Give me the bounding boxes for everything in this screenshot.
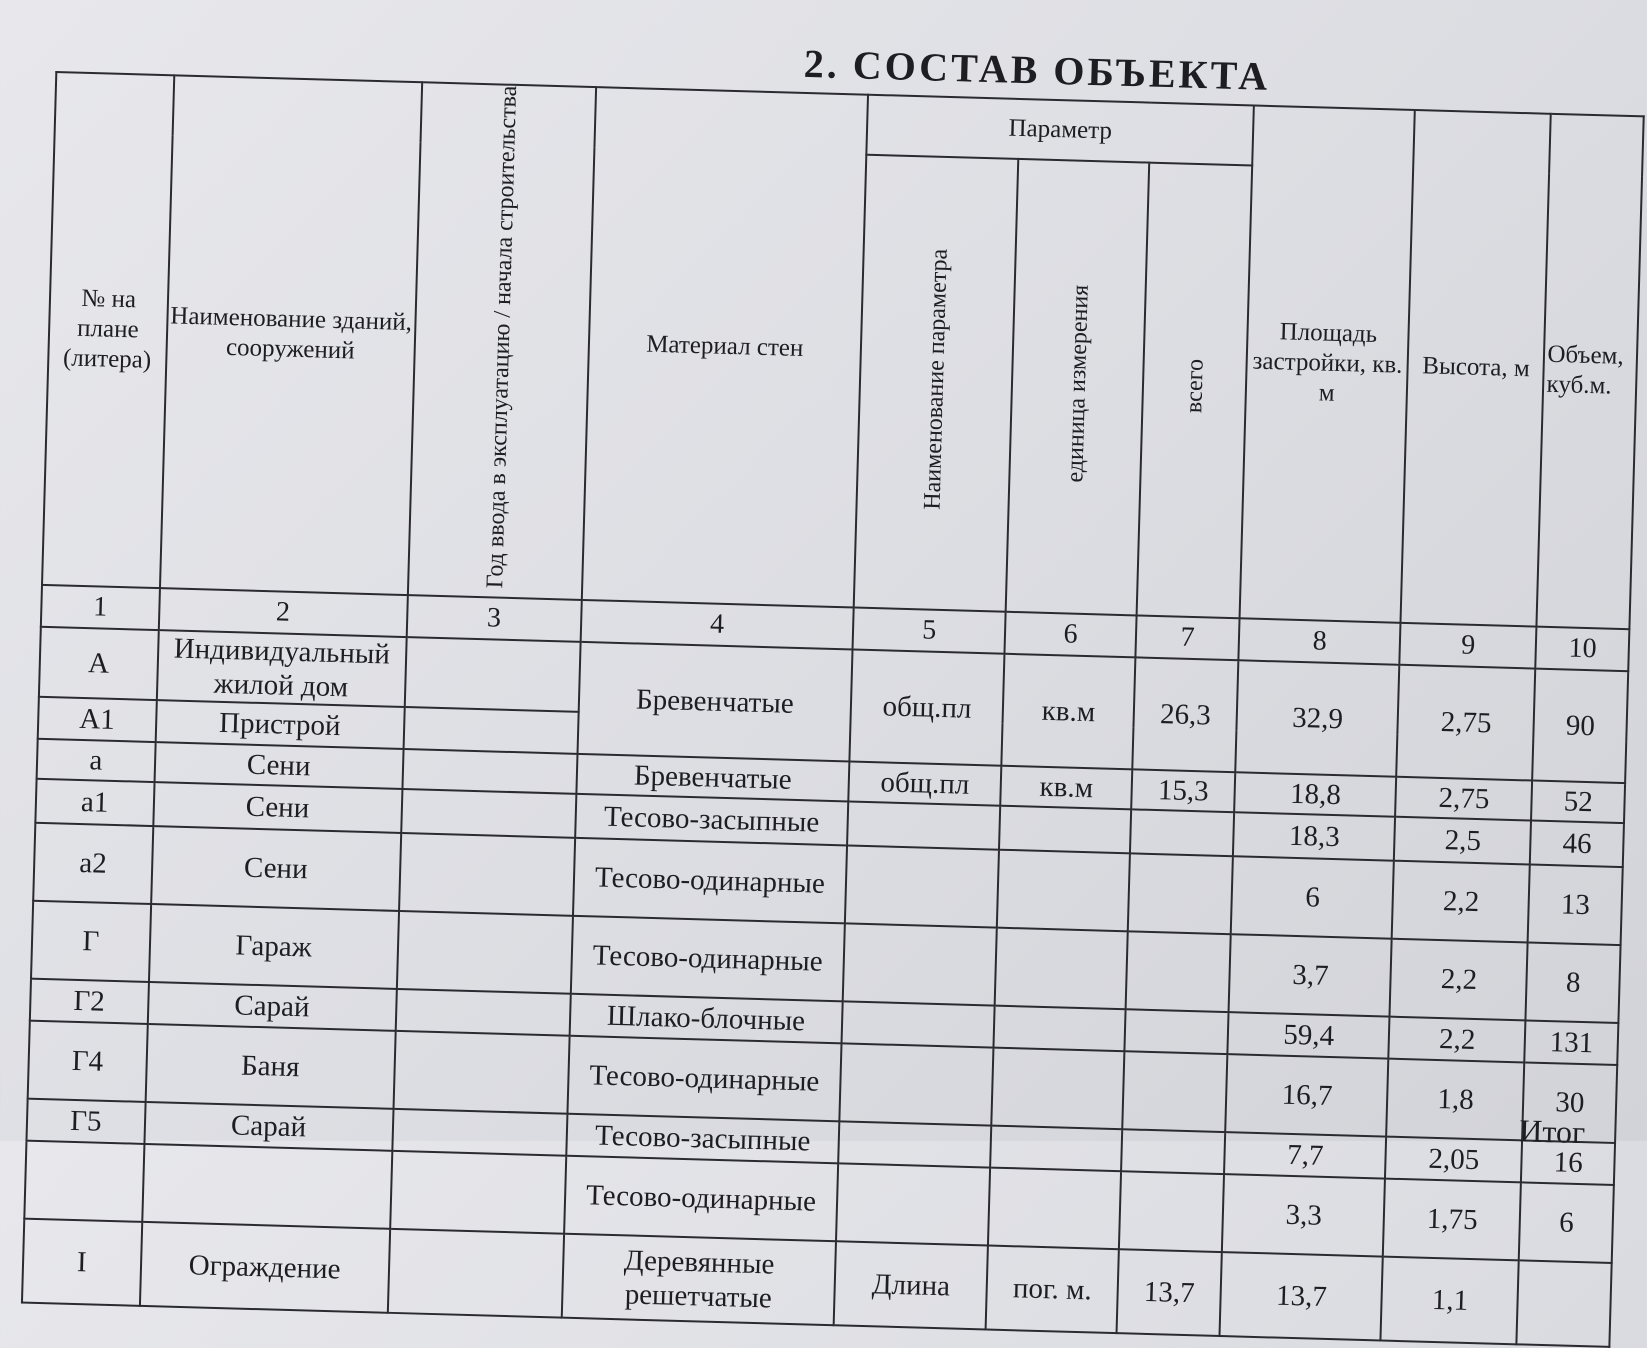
cell-unit <box>999 806 1131 854</box>
cell-area: 16,7 <box>1226 1054 1389 1136</box>
cell-liter: Г2 <box>30 979 149 1024</box>
cell-height: 1,1 <box>1381 1256 1519 1344</box>
cell-unit: кв.м <box>1002 654 1136 770</box>
header-year-text: Год ввода в эксплуатацию / начала строительства <box>481 85 522 589</box>
header-param-unit <box>1006 159 1149 615</box>
cell-material: Бревенчатые <box>577 642 852 762</box>
cell-name: Сарай <box>147 982 396 1031</box>
cell-name: Сени <box>154 742 403 789</box>
cell-material: Бревенчатые <box>576 754 849 802</box>
header-volume: Объем, куб.м. <box>1537 114 1644 629</box>
column-number: 7 <box>1135 615 1240 660</box>
cell-total <box>1121 1129 1226 1174</box>
cell-height: 2,05 <box>1385 1136 1522 1182</box>
cell-year <box>388 1229 564 1318</box>
header-param-name <box>854 155 1019 612</box>
header-building-name: Наименование зданий, сооружений <box>160 75 422 595</box>
header-year <box>408 82 596 599</box>
cell-total <box>1119 1171 1225 1252</box>
cell-param: общ.пл <box>849 649 1004 765</box>
header-param-total <box>1137 163 1253 618</box>
column-number: 2 <box>158 588 407 637</box>
cell-total <box>1122 1051 1228 1132</box>
cell-param: Длина <box>834 1241 989 1329</box>
column-number: 3 <box>406 595 581 642</box>
cell-material: Тесово-засыпные <box>575 794 848 846</box>
cell-height: 1,8 <box>1387 1058 1525 1140</box>
cell-name: Сарай <box>144 1102 393 1151</box>
cell-param <box>841 1001 994 1047</box>
cell-param <box>836 1163 990 1245</box>
cell-volume: 46 <box>1530 820 1624 867</box>
cell-liter: Г <box>31 901 151 982</box>
cell-total: 26,3 <box>1132 657 1238 772</box>
cell-total <box>1126 931 1232 1012</box>
cell-volume <box>1517 1260 1612 1347</box>
cell-year <box>401 789 576 838</box>
cell-param <box>838 1121 991 1167</box>
cell-liter: Г5 <box>26 1098 145 1143</box>
column-number: 4 <box>580 600 853 650</box>
cell-param <box>845 845 999 927</box>
cell-area: 59,4 <box>1228 1012 1390 1058</box>
cell-total: 13,7 <box>1116 1249 1222 1336</box>
header-param-unit-text: единица измерения <box>1061 283 1094 483</box>
header-liter: № на плане (литера) <box>42 72 174 588</box>
column-number: 6 <box>1005 612 1137 658</box>
header-param-name-text: Наименование параметра <box>919 248 953 510</box>
cell-volume: 6 <box>1519 1182 1614 1263</box>
cell-liter: а <box>37 739 156 782</box>
cell-height: 2,75 <box>1397 665 1536 781</box>
cell-liter: а1 <box>35 779 154 826</box>
cell-name: Пристрой <box>155 700 404 749</box>
cell-total <box>1128 853 1234 934</box>
cell-name: Сени <box>151 826 401 911</box>
cell-liter: Г4 <box>28 1020 148 1101</box>
cell-name: Индивидуальный жилой дом <box>156 630 406 707</box>
cell-area: 18,3 <box>1233 812 1395 860</box>
cell-name: Ограждение <box>139 1222 389 1313</box>
cell-area: 7,7 <box>1224 1132 1386 1178</box>
header-wall-material: Материал стен <box>582 87 868 607</box>
cell-name: Баня <box>145 1024 395 1109</box>
cell-height: 2,2 <box>1389 1016 1526 1062</box>
header-building-area: Площадь застройки, кв. м <box>1240 106 1415 623</box>
cell-liter: А1 <box>38 697 157 742</box>
cell-year <box>402 749 577 794</box>
cell-param <box>839 1043 993 1125</box>
column-number: 8 <box>1239 618 1401 664</box>
cell-unit: кв.м <box>1001 766 1133 810</box>
cell-area: 13,7 <box>1220 1252 1383 1340</box>
cell-liter: а2 <box>33 823 153 904</box>
cell-unit <box>992 1047 1125 1129</box>
cell-name: Сени <box>153 782 402 833</box>
header-param-total-text: всего <box>1180 359 1209 414</box>
cell-volume: 52 <box>1531 780 1625 823</box>
cell-liter: А <box>39 627 158 700</box>
cell-liter <box>24 1140 144 1221</box>
cell-material: Тесово-одинарные <box>564 1156 838 1242</box>
cell-year <box>390 1151 566 1234</box>
column-number: 10 <box>1536 626 1630 671</box>
cell-unit <box>997 849 1130 931</box>
cell-unit <box>994 1005 1126 1051</box>
cell-area: 6 <box>1231 856 1394 938</box>
object-composition-table <box>21 71 1645 1348</box>
column-number: 1 <box>41 585 160 630</box>
cell-material: Тесово-одинарные <box>567 1036 841 1122</box>
cell-material: Деревянные решетчатые <box>562 1233 836 1325</box>
cell-param <box>847 801 1001 849</box>
cell-height: 2,2 <box>1392 861 1530 943</box>
cell-area: 3,3 <box>1222 1174 1385 1256</box>
cell-name <box>142 1144 392 1229</box>
cell-year <box>395 989 570 1036</box>
cell-height: 1,75 <box>1383 1178 1521 1260</box>
cell-param <box>843 923 997 1005</box>
header-height: Высота, м <box>1401 110 1551 626</box>
cell-year <box>392 1109 567 1156</box>
cell-unit <box>995 927 1128 1009</box>
cell-total <box>1130 809 1235 856</box>
column-number: 5 <box>852 607 1005 653</box>
cell-height: 2,75 <box>1395 777 1532 821</box>
cell-material: Тесово-одинарные <box>573 838 847 924</box>
cell-year <box>397 911 573 994</box>
cell-volume: 30 <box>1523 1062 1618 1143</box>
cell-area: 3,7 <box>1229 934 1392 1016</box>
cell-year <box>393 1031 569 1114</box>
cell-total <box>1124 1009 1229 1054</box>
cell-area: 32,9 <box>1236 660 1400 776</box>
cell-material: Тесово-одинарные <box>571 916 845 1002</box>
total-label: Итог <box>1518 1112 1586 1151</box>
cell-total: 15,3 <box>1131 769 1235 812</box>
header-parameter-group: Параметр <box>866 95 1254 166</box>
cell-unit: пог. м. <box>986 1245 1119 1333</box>
cell-volume: 13 <box>1528 864 1623 945</box>
cell-height: 2,2 <box>1390 938 1528 1020</box>
cell-name: Гараж <box>149 904 399 989</box>
cell-unit <box>988 1167 1121 1249</box>
cell-volume: 16 <box>1521 1140 1615 1185</box>
document-title: 2. СОСТАВ ОБЪЕКТА <box>803 40 1271 99</box>
cell-material: Шлако-блочные <box>569 994 842 1044</box>
cell-volume: 90 <box>1533 668 1629 783</box>
cell-year <box>399 833 575 916</box>
cell-year <box>403 707 578 754</box>
cell-volume: 8 <box>1526 942 1621 1023</box>
cell-material: Тесово-засыпные <box>566 1114 839 1164</box>
cell-area: 18,8 <box>1234 772 1396 816</box>
column-number: 9 <box>1400 623 1537 669</box>
cell-year <box>404 637 580 712</box>
cell-unit <box>990 1125 1122 1171</box>
cell-height: 2,5 <box>1394 817 1531 865</box>
cell-param: общ.пл <box>848 761 1001 805</box>
cell-volume: 131 <box>1525 1020 1619 1065</box>
cell-liter: I <box>22 1218 142 1305</box>
